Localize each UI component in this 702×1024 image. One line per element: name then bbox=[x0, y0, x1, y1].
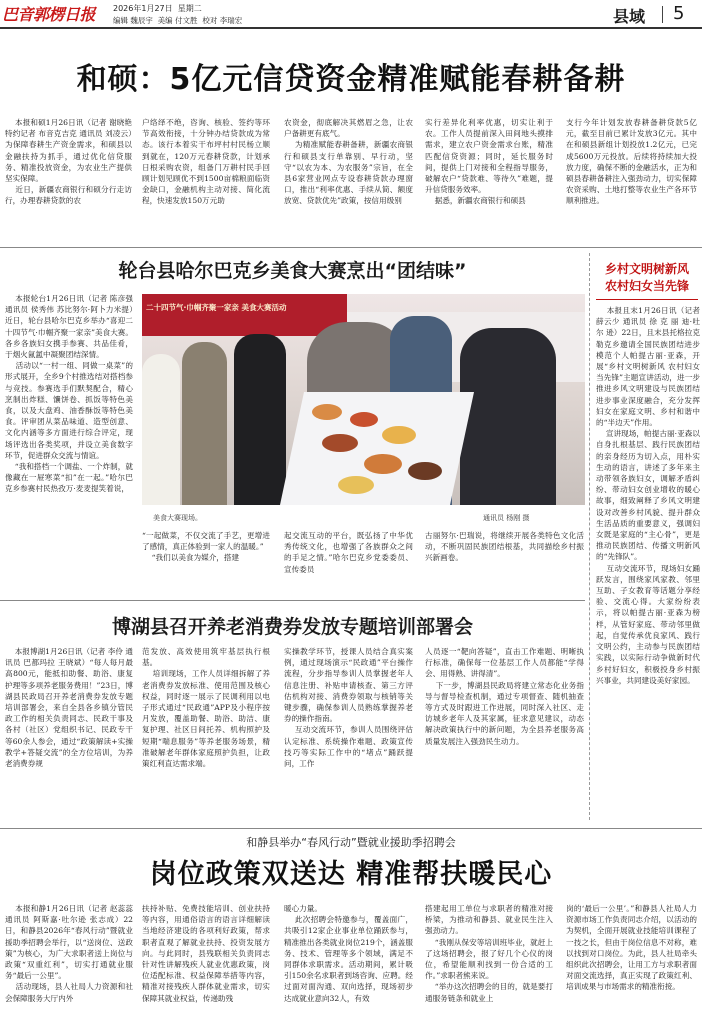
article3-col4: 人员逐一“靶向答疑”，直击工作难题、明晰执行标准，确保每一位基层工作人员都能“学得会、用得熟、讲得清”。 下一步，博湖县民政局将建立常态化业务指导与督导检查机制，通过专项督查、随机抽查等方式及时跟进工作进展，同时深入社区、走访城乡老年人及其家属，征求意见建议，动态解决政策执行中的新问题，为全县养老服务高质量发展注入强劲民生动力。 bbox=[425, 647, 584, 746]
dish-7 bbox=[338, 476, 374, 494]
photo-credit: 通讯员 杨刚 摄 bbox=[483, 514, 530, 522]
person-2 bbox=[182, 342, 227, 505]
person-right bbox=[460, 328, 556, 505]
contest-photo bbox=[142, 294, 585, 505]
article2-col2: “一起做菜，不仅交流了手艺，更增进了感情，真正体验到一家人的温暖。” “我们以美食为媒介，搭建 bbox=[142, 531, 270, 563]
sidebar-title bbox=[593, 261, 701, 295]
photo-caption: 美食大赛现场。 bbox=[153, 514, 202, 522]
sidebar-body: 本报且末1月26日讯（记者 薛云少 通讯员 徐 克 丽 迪·吐 尔 逊）22日，且末县托格拉克勒克乡邀请全国民族团结进步模范个人帕提古丽·亚森，开展“乡村文明树新风 农村妇女当先锋”主题宣讲活动，进一步推进乡风文明建设与民族团结进步事业深度融合，充分发挥妇女在家庭文明、乡村和谐中的“半边天”作用。 宣讲现场，帕提古丽·亚森以自身扎根基层、践行民族团结的亲身经历为切入点，用朴实生动的语言，讲述了多年来主动带领各族妇女，调解矛盾纠纷、带动妇女创业增收的暖心故事，细致阐释了乡风文明建设对改善乡村风貌、提升群众生活品质的重要意义，强调妇女既是家庭的“主心骨”，更是推动民族团结、传播文明新风的“先锋队”。 互动交流环节，现场妇女踊跃发言，围绕家风家教、邻里互助、子女教育等话题分享经验、交流心得。大家纷纷表示，将以帕提古丽·亚森为榜样，从管好家庭、带动邻里做起，自觉传承优良家风、践行文明公约，主动参与民族团结实践，以实际行动争做新时代乡村好妇女，积极投身乡村振兴事业，共同建设美好家园。 bbox=[596, 306, 700, 685]
article4-headline: 岗位政策双送达 精准帮扶暖民心 bbox=[149, 859, 553, 890]
article2-col3: 起交流互动的平台，既弘扬了中华优秀传统文化，也增强了各族群众之间的手足之情。”哈尔巴克乡党委委员、宣传委员 bbox=[284, 531, 413, 574]
article3-col2: 范发放、高效使用筑牢基层执行根基。 培训现场，工作人员详细拆解了养老消费券发放标准、使用范围及核心权益，同时逐一展示了民调利用以电子形式通过“民政通”APP及小程序按月发放，覆盖助餐、助浴、助洁、康复护理、社区日间托养、机构照护及短期“喘息服务”等养老服务场景，精准破解老年群体家庭照护负担，让政策红利直达需求端。 bbox=[142, 647, 271, 769]
sidebar-title-line1: 乡村文明树新风 bbox=[604, 262, 689, 276]
article2-headline: 轮台县哈尔巴克乡美食大赛烹出“团结味” bbox=[118, 260, 467, 282]
dish-6 bbox=[408, 462, 442, 480]
dish-1 bbox=[312, 404, 342, 420]
proofreader-credit: 校对 李瑞宏 bbox=[202, 16, 243, 25]
article3-col3: 实操教学环节，授课人员结合真实案例，通过现场演示“民政通”平台操作流程，分步指导参训人员掌握老年人信息注册、补贴申请核查、第三方评估机构对接、消费券领取与核销等关键步骤，确保参训人员熟练掌握养老券的操作指南。 互动交流环节，参训人员围绕评估认定标准、系统操作难题、政策宣传技巧等实际工作中的“堵点”踊跃提问，工作 bbox=[284, 647, 414, 769]
editor-credit: 编辑 魏辰宇 bbox=[113, 16, 153, 25]
divider-1 bbox=[0, 247, 702, 248]
divider-2 bbox=[0, 600, 585, 601]
person-left bbox=[142, 354, 180, 505]
article1-col1: 本报和硕1月26日讯（记者 谢晓艳 特约记者 布音克吉克 通讯员 刘凌云）为保障春耕生产资金需求，和硕县以金融扶持为抓手，通过优化信贷服务、精准投放资金，为农业生产提供坚实保障。 近日，新疆农商银行和硕分行走访行，办理春耕贷款的农 bbox=[5, 118, 132, 206]
newspaper-logo: 巴音郭楞日报 bbox=[2, 5, 96, 24]
article4-col4: 搭建起用工单位与求职者的精准对接桥梁，为推动和静县、就业民生注入强劲动力。 “我刚从保安等培训班毕业，就赶上了这场招聘会，报了好几个心仪的岗位，希望能顺利找到一份合适的工作。”求职者熊来说。 “举办这次招聘会的目的，就是要打通服务链条和就业上 bbox=[425, 904, 553, 1003]
article4-col2: 扶持补贴、免费技能培训、创业扶持等内容，用通俗语言的语言详细解读当地经济建设的各项利好政策，帮求职者直观了解就业扶持、投资发展方向。与此同时，县残联相关负责同志针对性讲解残疾人就业优惠政策，岗位适配标准、权益保障举措等内容，精准对接残疾人群体就业需求，切实保障其就业权益，传递助残 bbox=[142, 904, 270, 1003]
photo-banner bbox=[142, 294, 347, 336]
dish-3 bbox=[382, 426, 416, 444]
divider-3 bbox=[0, 828, 702, 829]
dish-4 bbox=[322, 434, 358, 452]
staff-line bbox=[113, 15, 242, 26]
page-number: 5 bbox=[673, 3, 685, 24]
sidebar bbox=[589, 253, 702, 820]
article1-col5: 支行今年计划发放春耕备耕贷款5亿元，截至目前已累计发放3亿元。其中在和硕县新组计划投放1.2亿元，已完成5600万元投放。后续将持续加大投放力度，确保不断的金融活水，正为和硕县春耕备耕注入强劲动力，切实保障农资采购、土地打整等农业生产各环节顺利推进。 bbox=[566, 118, 697, 206]
article4-col3: 暖心力量。 此次招聘会特邀参与，覆盖面广，共吸引12家企业事业单位踊跃参与，精准推出各类就业岗位219个，涵盖服务、技术、管理等多个领域，满足不同群体求职需求。活动期间，累计吸引150余名求职者到场咨询、应聘。经过面对面沟通、双向选择，现场初步达成就业意向32人，有效 bbox=[284, 904, 414, 1003]
article2-col1: 本报轮台1月26日讯（记者 陈彦强 通讯员 侯秀伟 苏比努尔·阿卜力米提）近日，轮台县哈尔巴克乡举办“喜迎二十四节气·巾帼齐聚一家亲”美食大赛。各乡各族妇女携手参赛、共品佳肴，于烟火氤氲中凝聚团结深情。 活动以“一村一组、同做一桌菜”的形式展开，全乡9个村推选结对搭档参与竞技。参赛选手们默契配合，精心烹制出炸糕、馕饼卷、抓饭等特色美食，以及大盘鸡、油香酥饭等特色美食。评审团从菜品味道、造型创意、文化内涵等多方面进行综合评定，现场评选出各类奖项，并设立美食数字环节，促进群众交流与情谊。 “我和搭档一个调盐、一个炸制，就像藏在一屉寒菜“扣”在一起。”哈尔巴克乡参赛村民热孜万·麦麦提笑着说， bbox=[5, 294, 134, 494]
article1-col2: 户络绎不绝，咨询、核验、签约等环节高效衔接，十分钟办结贷款成为常态。该行本着实干布坪村村民杨立顺到就在，120万元春耕贷款，计划承日根采购农资，组备门万耕村民手回顾计划见顾优不到1500亩棉粮面临资金缺口，金融机构主动对接、简化流程，快速发放150万元助 bbox=[142, 118, 270, 206]
article1-col3: 农资金，彻底解决其燃眉之急，让农户备耕更有底气。 为精准赋能春耕备耕，新疆农商银行和硕县支行单靠别、早行动，坚守“以农为本、为农服务”宗旨，在全县6家营业网点专设春耕贷款办理窗口，推出“利率优惠、手续从简、额度放宽、贷款优先”政策，按信用级别 bbox=[284, 118, 414, 206]
article1-col4: 实行差异化利率优惠，切实让利于农。工作人员提前深入田间地头摸排需求，建立农户资金需求台账，精准匹配信贷资源；同时，延长服务时间，提供上门对接和全程指导服务，破解农户“贷款难、等待久”难题，提升信贷服务效率。 据悉，新疆农商银行和硕县 bbox=[425, 118, 553, 206]
dish-5 bbox=[364, 454, 402, 474]
article4-kicker: 和静县举办“春风行动”暨就业援助季招聘会 bbox=[246, 836, 456, 849]
food-table bbox=[280, 392, 474, 505]
sidebar-title-line2: 农村妇女当先锋 bbox=[604, 279, 689, 293]
article3-headline: 博湖县召开养老消费券发放专题培训部署会 bbox=[111, 616, 473, 638]
article3-col1: 本报博湖1月26日讯（记者 李伶 通讯员 巴都玛拉 王晓斌）“每人每月最高800元，能抵扣助餐、助浴、康复护理等多项养老服务费用！”23日，博湖县民政局召开养老消费券发放专题培训部署会，来自全县各乡镇分管民政工作的相关负责同志、民政干事及各村（社区）党组织书记、民政专干等60余人参会，通过“政策解读+实操教学+答疑交流”的全方位培训，为养老消费券规 bbox=[5, 647, 133, 769]
weekday-text: 星期二 bbox=[177, 4, 202, 13]
section-divider bbox=[662, 6, 663, 23]
dish-2 bbox=[350, 412, 378, 427]
masthead-rule bbox=[0, 27, 702, 29]
section-name: 县域 bbox=[613, 7, 646, 26]
designer-credit: 美编 付文胜 bbox=[157, 16, 198, 25]
date-text: 2026年1月27日 bbox=[113, 4, 173, 13]
photo-banner-text: 二十四节气·巾帼齐聚一家亲 美食大赛活动 bbox=[146, 303, 287, 312]
issue-date bbox=[113, 3, 202, 14]
article4-col1: 本报和静1月26日讯（记者 赵蕊蕊 通讯员 阿斯嘉·吐尔逊 张志成）22日，和静县2026年“春风行动”暨就业援助季招聘会举行，以“送岗位、送政策”为核心，为广大求职者送上岗位与政策“双重红利”，切实打通就业服务“最后一公里”。 活动现场，县人社局人力资源和社会保障服务大厅内外 bbox=[5, 904, 134, 1003]
sidebar-title-rule bbox=[596, 299, 698, 300]
article4-col5: 岗的‘最后一公里’。”和静县人社局人力资源市场工作负责同志介绍，以活动的为契机，全面开展就业技能培训课程了一技之长，但由于岗位信息不对称，难以找到对口岗位。为此，县人社局牵头组织此次招聘会，让用工方与求职者面对面交流选择，真正实现了政策红利、培训成果与市场需求的精准衔接。 bbox=[566, 904, 697, 992]
article1-headline: 和硕：5亿元信贷资金精准赋能春耕备耕 bbox=[76, 62, 626, 97]
person-host bbox=[234, 334, 286, 505]
article2-col4: 古丽努尔·巴瑞说，将继续开展各类特色文化活动，不断巩固民族团结根基，共同描绘乡村振兴新画卷。 bbox=[425, 531, 584, 563]
